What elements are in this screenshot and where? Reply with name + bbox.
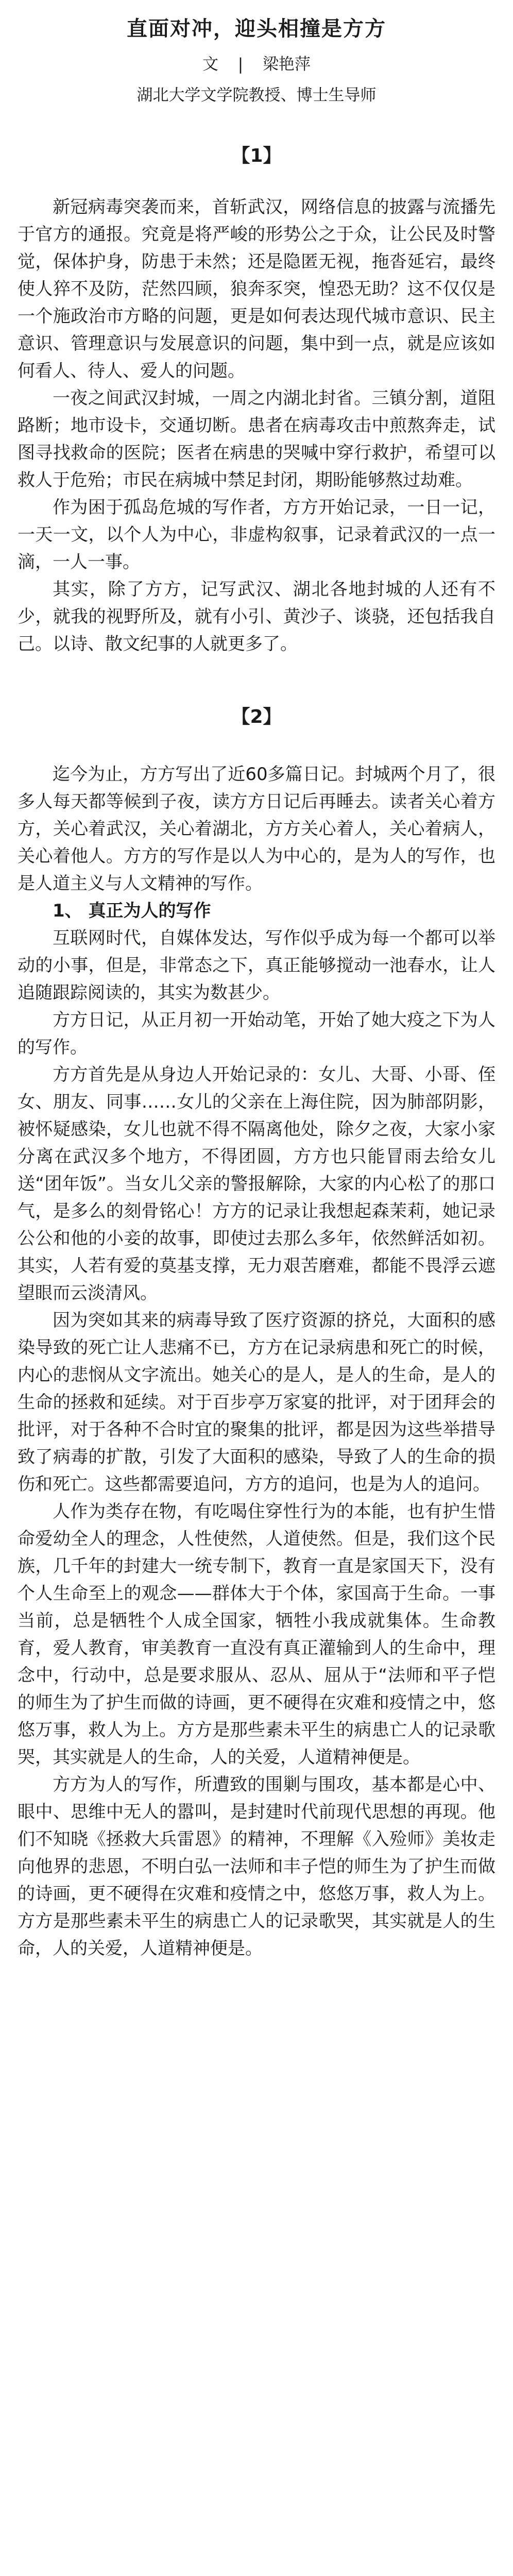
section-2-body — [0, 761, 513, 1962]
author-affiliation: 湖北大学文学院教授、博士生导师 — [136, 86, 377, 105]
article-title: 直面对冲，迎头相撞是方方 — [127, 17, 386, 41]
section-heading-2: 【2】 — [231, 706, 282, 727]
byline-separator: | — [237, 55, 244, 74]
paragraph: 一夜之间武汉封城，一周之内湖北封省。三镇分割，道阻路断；地市设卡，交通切断。患者在病毒攻击中煎熬奔走，试图寻找救命的医院；医者在病患的哭喊中穿行救护，希望可以救人于危殆；市民在病城中禁足封闭，期盼能够熬过劫难。 — [18, 388, 495, 490]
paragraph: 迄今为止，方方写出了近60多篇日记。封城两个月了，很多人每天都等候到子夜，读方方日记后再睡去。读者关心着方方，关心着武汉，关心着湖北，方方关心着人，关心着病人，关心着他人。方方的写作是以人为中心的，是为人的写作，也是人道主义与人文精神的写作。 — [18, 764, 495, 894]
byline-prefix: 文 — [202, 55, 219, 74]
paragraph: 互联网时代，自媒体发达，写作似乎成为每一个都可以举动的小事，但是，非常态之下，真正能够搅动一池春水，让人追随跟踪阅读的，其实为数甚少。 — [18, 928, 495, 1003]
author-name: 梁艳萍 — [262, 55, 311, 74]
subheading: 1、 真正为人的写作 — [53, 901, 211, 921]
paragraph: 作为困于孤岛危城的写作者，方方开始记录，一日一记，一天一文，以个人为中心，非虚构叙事，记录着武汉的一点一滴，一人一事。 — [18, 497, 495, 572]
paragraph: 因为突如其来的病毒导致了医疗资源的挤兑，大面积的感染导致的死亡让人悲痛不已，方方在记录病患和死亡的时候，内心的悲悯从文字流出。她关心的是人，是人的生命，是人的生命的拯救和延续。对于百步亭万家宴的批评，对于团拜会的批评，对于各种不合时宜的聚集的批评，都是因为这些举措导致了病毒的扩散，引发了大面积的感染，导致了人的生命的损伤和死亡。这些都需要追问，方方的追问，也是为人的追问。 — [18, 1310, 495, 1495]
paragraph: 方方为人的写作，所遭致的围剿与围攻，基本都是心中、眼中、思维中无人的嚣叫，是封建时代前现代思想的再现。他们不知晓《拯救大兵雷恩》的精神，不理解《入殓师》美妆走向他界的悲恩，不明白弘一法师和丰子恺的师生为了护生而做的诗画，更不硬得在灾难和疫情之中，悠悠万事，救人为上。方方是那些素未平生的病患亡人的记录歌哭，其实就是人的生命，人的关爱，人道精神便是。 — [18, 1774, 495, 1959]
section-heading-1: 【1】 — [231, 145, 282, 166]
section-1-body — [0, 194, 513, 658]
paragraph: 人作为类存在物，有吃喝住穿性行为的本能，也有护生惜命爱幼全人的理念，人性使然，人道使然。但是，我们这个民族，几千年的封建大一统专制下，教育一直是家国天下，没有个人生命至上的观念——群体大于个体，家国高于生命。一事当前，总是牺牲个人成全国家，牺牲小我成就集体。生命教育，爱人教育，审美教育一直没有真正灌输到人的生命中，理念中，行动中，总是要求服从、忍从、屈从于“法师和平子恺的师生为了护生而做的诗画，更不硬得在灾难和疫情之中，悠悠万事，救人为上。方方是那些素未平生的病患亡人的记录歌哭，其实就是人的生命，人的关爱，人道精神便是。 — [18, 1501, 495, 1768]
byline — [0, 53, 513, 76]
paragraph: 其实，除了方方，记写武汉、湖北各地封城的人还有不少，就我的视野所及，就有小引、黄沙子、谈骁，还包括我自己。以诗、散文纪事的人就更多了。 — [18, 579, 495, 654]
paragraph: 方方日记，从正月初一开始动笔，开始了她大疫之下为人的写作。 — [18, 1010, 495, 1058]
paragraph: 新冠病毒突袭而来，首斩武汉，网络信息的披露与流播先于官方的通报。究竟是将严峻的形势公之于众，让公民及时警觉，保体护身，防患于未然；还是隐匿无视，拖沓延宕，最终使人猝不及防，茫然四顾，狼奔豕突，惶恐无助？这不仅仅是一个施政治市方略的问题，更是如何表达现代城市意识、民主意识、管理意识与发展意识的问题，集中到一点，就是应该如何看人、待人、爱人的问题。 — [18, 197, 495, 381]
paragraph: 方方首先是从身边人开始记录的：女儿、大哥、小哥、侄女、朋友、同事……女儿的父亲在上海住院，因为肺部阴影，被怀疑感染，女儿也就不得不隔离他处，除夕之夜，大家小家分离在武汉多个地方，不得团圆，方方也只能冒雨去给女儿送“团年饭”。当女儿父亲的警报解除，大家的内心松了的那口气，是多么的刻骨铭心！方方的记录让我想起森茉莉，她记录公公和他的小妾的故事，即使过去那么多年，依然鲜活如初。其实，人若有爱的莫基支撑，无力艰苦磨难，都能不畏浮云遮望眼而云淡清风。 — [18, 1064, 495, 1303]
